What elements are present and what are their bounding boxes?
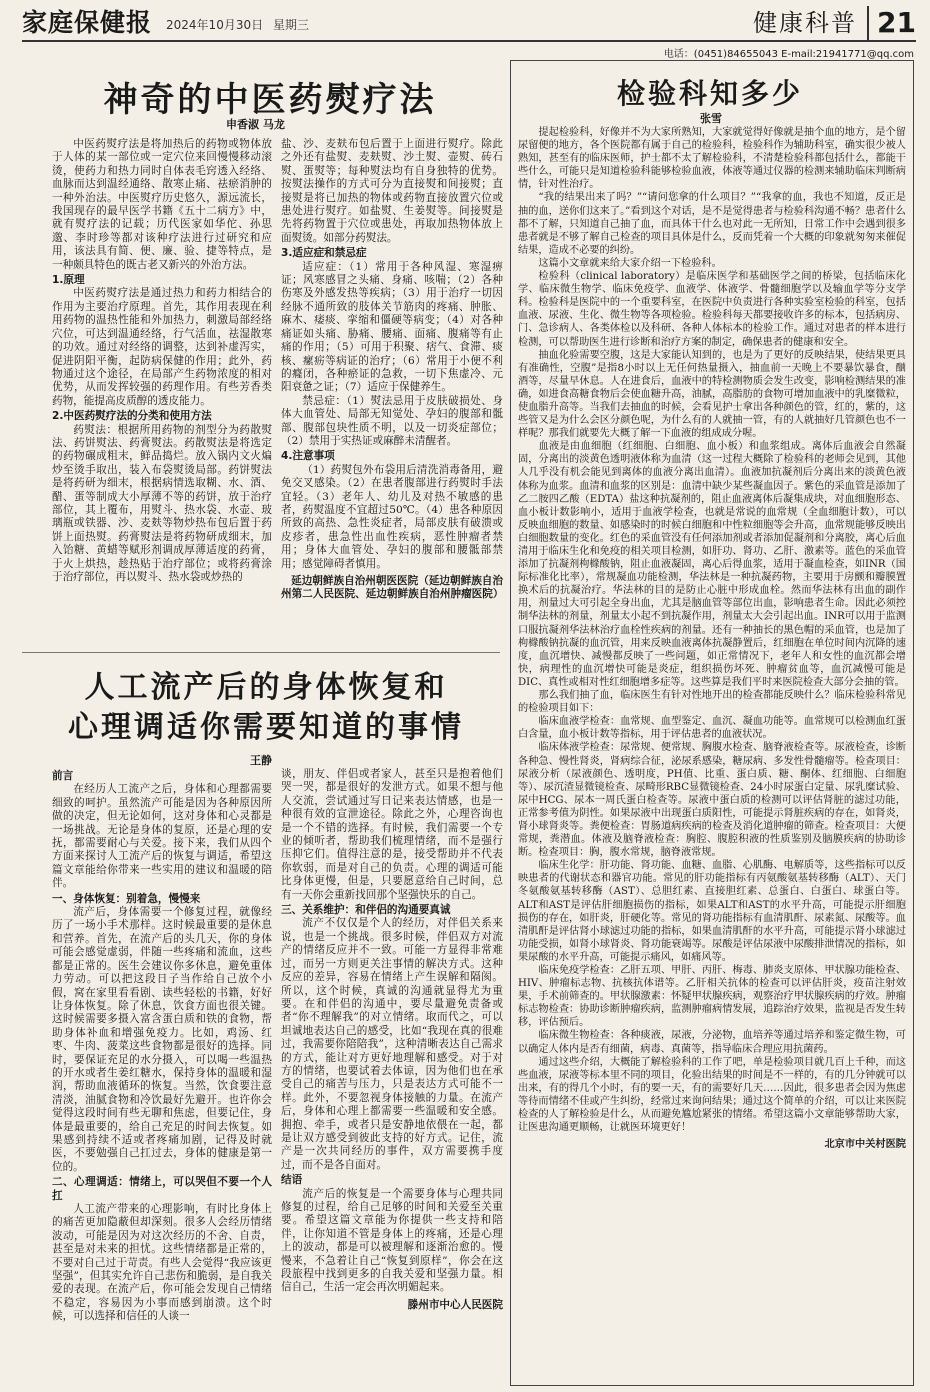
paragraph: 临床生化学：肝功能、肾功能、血糖、血脂、心肌酶、电解质等，这些指标可以反映患者的代谢状态和器官功能。常见的肝功能指标有丙氨酸氨基转移酶（ALT）、天门冬氨酸氨基转移酶（AST）、总胆红素、直接胆红素、总蛋白、白蛋白、球蛋白等。ALT和AST是评估肝细胞损伤的指标，如果ALT和AST的水平升高，可能提示肝细胞损伤的存在，如肝炎，肝硬化等。常见的肾功能指标有血清肌酐、尿素氮、尿酸等。血清肌酐是评估肾小球滤过功能的指标，如果血清肌酐的水平升高，可能提示肾小球滤过功能受损，如肾小球肾炎、肾功能衰竭等。尿酸是评估尿液中尿酸排泄情况的指标，如果尿酸的水平升高，可能提示痛风，如痛风等。 [518,860,906,963]
article1-title: 神奇的中医药熨疗法 [103,80,437,120]
section-heading: 1.原理 [52,274,85,287]
article1-column-1 [52,138,272,648]
source-affiliation: 延边朝鲜族自治州朝医医院（延边朝鲜族自治州第二人民医院、延边朝鲜族自治州肿瘤医院） [281,575,503,601]
article2-title-line-2: 心理调适你需要知道的事情 [68,710,464,745]
article2-column-2 [281,768,503,1384]
article3-title: 检验科知多少 [616,77,803,110]
paragraph: 这篇小文章就来给大家介绍一下检验科。 [538,257,722,269]
paragraph: 中医药熨疗法是通过热力和药力相结合的作用为主要治疗原理。首先，其作用表现在利用药物的温热性能和外加热力，刺激局部经络穴位，可达到温通经络，行气活血，祛湿散寒的功效。通过对经络的调整，达到补虚泻实，促进阴阳平衡，起防病保健的作用；此外，药物通过这个途径，在局部产生药物浓度的相对优势，从而发挥较强的药理作用。有些芳香类药物，能提高皮质醇的透皮能力。 [52,287,272,407]
paragraph: 那么我们抽了血，临床医生有针对性地开出的检查都能反映什么？临床检验科常见的检验项目如下： [518,690,906,715]
paragraph: 禁忌症：（1）熨法忌用于皮肤破损处、身体大血管处、局部无知觉处、孕妇的腹部和骶部、腹部包块性质不明，以及一切炎症部位；（2）禁用于实热证或麻醉未清醒者。 [281,394,503,447]
article-divider [22,652,500,653]
paragraph: 盐、沙、麦麸布包后置于上面进行熨疗。除此之外还有盐熨、麦麸熨、沙土熨、壶熨、砖石熨、蛋熨等；每种熨法均有自身独特的优势。按熨法操作的方式可分为直接熨和间接熨；直接熨是将已加热的物体或药物直接放置穴位或患处进行熨疗。如盐熨、生姜熨等。间接熨是先将药物置于穴位或患处，再取加热物体放上面熨烫。如部分药熨法。 [281,138,503,244]
section-heading: 一、身体恢复：别着急，慢慢来 [52,892,201,905]
article3-body [518,126,906,1382]
source-affiliation: 滕州市中心人民医院 [407,1298,503,1311]
article3-author: 张雪 [700,112,722,125]
paragraph: 检验科（clinical laboratory）是临床医学和基础医学之间的桥梁，包括临床化学、临床微生物学、临床免疫学、血液学、体液学、骨髓细胞学以及输血学等分支学科。检验科是医院中的一个重要科室，在医院中负责进行各种实验室检验的科室，包括血液、尿液、生化、微生物等各项检验。检验科每天都要接收许多的标本，包括病房、门、急诊病人、各类体检以及科研、各种人体标本的检验工作。通过对患者的样本进行检测，可以帮助医生进行诊断和治疗方案的制定，确保患者的健康和安全。 [518,271,906,348]
article2-title-line-1: 人工流产后的身体恢复和 [84,670,448,705]
paragraph: “我的结果出来了吗？”“请问您拿的什么项目？”“我拿的血，我也不知道，反正是抽的血，送你们这来了。”看到这个对话，是不是觉得患者与检验科沟通不畅？患者什么都不了解，只知道自己抽了血，而具体干什么也对此一无所知，日常工作中会遇到很多患者就是不够了解自己检查的项目具体是什么，反而凭着一个大概的印象就匆匆来催促结果，造成不必要的纠纷。 [518,192,906,256]
paragraph: 流产后的恢复是一个需要身体与心理共同修复的过程，给自己足够的时间和关爱至关重要。希望这篇文章能为你提供一些支持和陪伴，让你知道不管是身体上的疼痛，还是心理上的波动，都是可以被理解和逐渐治愈的。慢慢来，不急着让自己“恢复到原样”，你会在这段旅程中找到更多的自我关爱和坚强力量。相信自己，生活一定会再次明媚起来。 [281,1187,503,1294]
paragraph: 适应症：（1）常用于各种风湿、寒湿痹证；风寒感冒之头痛、身痛、咳喘；（2）各种伤寒及外感发热等疾病；（3）用于治疗一切因经脉不通所致的肢体关节筋肉的疼痛、肿胀、麻木、痿痰、挛缩和僵硬等病变；（4）对各种痛证如头痛、胁痛、腰痛、面痛、腹痛等有止痛的作用；（5）可用于积聚、痞气、食滞、痰核、瘰疬等病证的治疗；（6）常用于小便不利的癃闭，各种瘀证的急救，一切下焦虚冷、元阳衰惫之证；（7）适应于保健养生。 [281,260,503,394]
paragraph: （1）药熨包外布袋用后清洗消毒备用，避免交叉感染。（2）在患者腹部进行药熨时手法宜轻。（3）老年人、幼儿及对热不敏感的患者，药熨温度不宜超过50℃。（4）患各种原因所致的高热、急性炎症者，局部皮肤有破溃或皮疹者，患急性出血性疾病，恶性肿瘤者禁用；身体大血管处、孕妇的腹部和腰骶部禁用；感觉障碍者慎用。 [281,463,503,570]
paper-name: 家庭保健报 [22,8,153,37]
paragraph: 谈，朋友、伴侣或者家人，甚至只是抱着他们哭一哭，都是很好的发泄方式。如果不想与他人交流，尝试通过写日记来表达情感，也是一种很有效的宣泄途径。除此之外，心理咨询也是一个不错的选择。有时候，我们需要一个专业的倾听者，帮助我们梳理情绪，而不是强行压抑它们。值得注意的是，接受帮助并不代表你软弱，而是对自己的负责。心理的调适可能比身体更慢，但是，只要愿意给自己时间，总有一天你会重新找回那个坚强快乐的自己。 [281,768,503,901]
paragraph: 流产不仅仅是个人的经历，对伴侣关系来说，也是一个挑战。很多时候，伴侣双方对流产的情绪反应并不一致。可能一方显得非常难过，而另一方则更关注事情的解决方式。这种反应的差异，容易在情绪上产生误解和隔阂。所以，这个时候，真诚的沟通就显得尤为重要。在和伴侣的沟通中，要尽量避免责备或者“你不理解我”的对立情绪。取而代之，可以坦诚地表达自己的感受，比如“我现在真的很难过，我需要你陪陪我”，这种清晰表达自己需求的方式，能让对方更好地理解和感受。对于对方的情绪，也要试着去体谅，因为他们也在承受自己的痛苦与压力，只是表达方式可能不一样。此外，不要忽视身体接触的力量。在流产后，身体和心理上都需要一些温暖和安全感。拥抱、牵手，或者只是安静地依偎在一起，都是让双方感受到彼此支持的好方式。记住，流产是一次共同经历的事件，双方需要携手度过，而不是各自面对。 [281,917,503,1171]
paragraph: 血液是由血细胞（红细胞、白细胞、血小板）和血浆组成。离体后血液会自然凝固，分离出的淡黄色透明液体称为血清（这一过程大概除了检验科的老师会见到，其他人几乎没有机会能见到离体的血液分离出血清）。血液加抗凝剂后分离出来的淡黄色液体称为血浆。血清和血浆的区别是：血清中缺少某些凝血因子。紫色的采血管是添加了乙二胺四乙酸（EDTA）盐这种抗凝剂的，阻止血液离体后凝集成块，对血细胞形态、血小板计数影响小，适用于血液学检查，也就是常说的血常规（全血细胞计数），可以反映血细胞的数量、如感染时的时候白细胞和中性粒细胞等会升高，血常规能够反映出白细胞数量的变化。红色的采血管没有任何添加剂或者添加促凝剂和分离胶，离心后血清用于临床生化和免疫的相关项目检测，如肝功、肾功、乙肝、激素等。蓝色的采血管添加了抗凝剂枸橼酸钠，阻止血液凝固，离心后得血浆，适用于凝血检查，如INR（国际标准化比率），常规凝血功能检测，华法林是一种抗凝药物，主要用于房颤和瓣膜置换术后的抗凝治疗。华法林的目的是防止心脏中形成血栓。然而华法林有出血的副作用，剂量过大可引起全身出血，尤其是脑血管等部位出血，影响患者生命。因此必须控制华法林的剂量，剂量太小起不到抗凝作用，剂量太大会引起出血。INR可以用于监测口服抗凝剂华法林治疗血栓性疾病的剂量。还有一种抽长的黑色帽的采血管，也是加了枸橼酸钠抗凝的血沉管，用来反映血液离体抗凝静置后，红细胞在单位时间内沉降的速度，血沉增快、减慢都反映了一些问题，如正常情况下，老年人和女性的血沉都会增快，病理性的血沉增快可能是炎症，组织损伤坏死、肿瘤贫血等，血沉减慢可能是DIC、真性或相对性红细胞增多症等。这些算是我们平时来医院检查大部分会抽的管。 [518,441,906,688]
paragraph: 临床微生物检查：各种痰液，尿液，分泌物，血培养等通过培养和鉴定微生物，可以确定人体内是否有细菌，病毒、真菌等，指导临床合理应用抗菌药。 [518,1030,906,1055]
paragraph: 提起检验科，好像并不为大家所熟知，大家就觉得好像就是抽个血的地方，是个留尿留便的地方，各个医院都有属于自己的检验科，检验科作为辅助科室，确实很少被人熟知，甚至有的临床医师，护士都不太了解检验科，不清楚检验科都包括什么，都能干些什么，可能只是知道检验科能够检验血液，体液等通过仪器的检测来辅助临床判断病情，针对性治疗。 [518,127,906,191]
section-heading: 三、关系维护：和伴侣的沟通要真诚 [281,904,451,917]
section-heading: 结语 [281,1174,303,1187]
paragraph: 临床免疫学检查：乙肝五项、甲肝、丙肝、梅毒、肺炎支原体、甲状腺功能检查、HIV、肿瘤标志物、抗核抗体谱等。乙肝相关抗体的检查可以评估肝炎，疫苗注射效果，手术前筛查的。甲状腺激素：怀疑甲状腺疾病，观察治疗甲状腺疾病的疗效。肿瘤标志物检查：协助诊断肿瘤疾病，监测肿瘤病情发展，追踪治疗效果，监视是否发生转移，评估预后。 [518,965,906,1029]
section-heading: 3.适应症和禁忌症 [281,247,367,260]
article1-author: 申香淑 马龙 [226,118,285,131]
issue-date [166,10,315,40]
paragraph: 临床血液学检查：血常规、血型鉴定、血沉、凝血功能等。血常规可以检测血红蛋白含量，血小板计数等指标，用于评估患者的血液状况。 [518,716,906,741]
paragraph: 临床体液学检查：尿常规、便常规、胸腹水检查、脑脊液检查等。尿液检查，诊断各种急、慢性肾炎，肾病综合征，泌尿系感染，糖尿病、多发性骨髓瘤等。检查项目：尿液分析（尿液颜色、透明度，PH值、比重、蛋白质、糖、酮体、红细胞、白细胞等）、尿沉渣显微镜检查、尿畸形RBC显微镜检查、24小时尿蛋白定量、尿乳糜试验、尿中HCG、尿本一周氏蛋白检查等。尿液中蛋白质的检测可以评估肾脏的滤过功能，正常参考值为阴性。如果尿液中出现蛋白质阳性，可能提示肾脏疾病的存在，如肾炎，肾小球肾炎等。粪便检查：胃肠道病疾病的检查及消化道肿瘤的筛查。检查项目：大便常规，粪潜血。体液及脑脊液检查：胸腔、腹腔积液的性质鉴别及脑膜疾病的协助诊断。检查项目：胸，腹水常规，脑脊液常规。 [518,742,906,859]
section-heading: 二、心理调适：情绪上，可以哭但不要一个人扛 [52,1176,272,1202]
article1-column-2 [281,138,503,648]
weekday-text: 星期三 [272,18,309,32]
section-heading: 前言 [52,770,74,782]
section-name: 健康科普 [753,6,869,40]
paragraph: 抽血化验需要空腹，这是大家能认知到的，也是为了更好的反映结果，使结果更具有准确性，空腹”是指8小时以上无任何热量摄入，抽血前一天晚上不要暴饮暴食，酗酒等，尽量早休息。人在进食后，血液中的特检测物质会发生改变，影响检测结果的准确，如进食高糖食物后会使血糖升高，油腻，高脂肪的食物可增加血液中的乳糜微粒，使血脂升高等。当我们去抽血的时候，会看见护士拿出各种颜色的管，红的，紫的，这些管又是为什么会区分颜色呢，为什么有的人就抽一管，有的人就抽好几管颜色也不一样呢？那我们就要先大概了解一下血液的组成成分喔。 [518,349,906,440]
paragraph: 流产后，身体需要一个修复过程，就像经历了一场小手术那样。这时候最重要的是休息和营养。首先，在流产后的头几天，你的身体可能会感觉虚弱，伴随一些疼痛和流血，这些都是正常的。医生会建议你多休息，避免重体力劳动。可以把这段日子当作给自己放个小假，窝在家里看看剧、读些轻松的书籍，好好让身体恢复。除了休息，饮食方面也很关键。这时候需要多摄入富含蛋白质和铁的食物，帮助身体补血和增强免疫力。比如，鸡汤、红枣、牛肉、菠菜这些食物都是很好的选择。同时，要保证充足的水分摄入，可以喝一些温热的开水或者生姜红糖水，保持身体的温暖和湿润，帮助血液循环的恢复。当然，饮食要注意清淡，油腻食物和冷饮最好先避开。也许你会觉得这段时间有些无聊和焦虑，但要记住，身体是最重要的，给自己充足的时间去恢复。如果感到持续不适或者疼痛加剧，记得及时就医，不要勉强自己扛过去，身体的健康是第一位的。 [52,906,272,1173]
section-heading: 4.注意事项 [281,450,335,463]
article2-title [36,668,496,748]
source-affiliation: 北京市中关村医院 [824,1139,906,1151]
page-number: 21 [877,6,916,39]
contact-line: 电话：(0451)84655043 E-mail:21941771@qq.com [663,49,914,60]
article2-column-1 [52,768,272,1384]
date-text: 2024年10月30日 [166,18,264,32]
article2-author: 王静 [250,754,272,767]
masthead [22,6,916,42]
paragraph: 通过这些介绍，大概能了解检验科的工作了吧，单是检验项目就几百上千种，而这些血液，尿液等标本里不同的项目，化验出结果的时间是不一样的，有的几分钟就可以出来，有的得几个小时，有的要一天，有的需要好几天……因此，很多患者会因为焦虑等待而情绪不佳或产生纠纷，经常过来询问结果；通过这个简单的介绍，可以让来医院检查的人了解检验是什么，从而避免尴尬紧张的情绪。希望这篇小文章能够帮助大家，让医患沟通更顺畅，让就医环境更好！ [518,1056,906,1134]
paragraph: 在经历人工流产之后，身体和心理都需要细致的呵护。虽然流产可能是因为各种原因所做的决定，但无论如何，这对身体和心灵都是一场挑战。无论是身体的复原，还是心理的安抚，都需要耐心与关爱。接下来，我们从四个方面来探讨人工流产后的恢复与调适，希望这篇文章能给你带来一些实用的建议和温暖的陪伴。 [52,783,272,890]
paragraph: 中医药熨疗法是将加热后的药物或物体放于人体的某一部位或一定穴位来回慢慢移动滚烫，使药力和热力同时自体表毛窍透入经络、血脉而达到温经通络、散寒止痛、祛瘀消肿的一种外治法。中医熨疗历史悠久，源远流长，我国现存的最早医学书籍《五十二病方》中，就有熨疗法的记载；历代医家如华佗、孙思邈、李时珍等都对该种疗法进行过研究和应用，该法具有简、便、廉、验、捷等特点，是一种颇具特色的既古老又新兴的外治方法。 [52,138,272,271]
paragraph: 人工流产带来的心理影响，有时比身体上的痛苦更加隐蔽但却深刻。很多人会经历情绪波动，可能是因为对这次经历的不舍、自责，甚至是对未来的担忧。这些情绪都是正常的，不要对自己过于苛责。有些人会觉得“我应该更坚强”，但其实允许自己悲伤和脆弱，是自我关爱的表现。在流产后，你可能会发现自己情绪不稳定，容易因为小事而感到崩溃。这个时候，可以选择和信任的人谈一 [52,1203,272,1323]
paragraph: 药熨法：根据所用药物的剂型分为药散熨法、药饼熨法、药膏熨法。药散熨法是将选定的药物碾成粗末，鲜品捣烂。放入锅内文火煸炒至烫手取出，装入布袋熨烫局部。药饼熨法是将药研为细末，根据病情选取糊、水、酒、醋、蛋等制成大小厚薄不等的药饼，放于治疗部位，其上覆布，用熨斗、热水袋、水壶、玻璃瓶或铁器、沙、麦麸等物炒热布包后置于药饼上面热熨。药膏熨法是将药物研成细末，加入饴糖、黄蜡等赋形剂调成厚薄适度的药膏，于火上烘热，趁热贴于治疗部位；或将药膏涂于治疗部位，再以熨斗、热水袋或炒热的 [52,423,272,583]
section-heading: 2.中医药熨疗法的分类和使用方法 [52,410,212,423]
